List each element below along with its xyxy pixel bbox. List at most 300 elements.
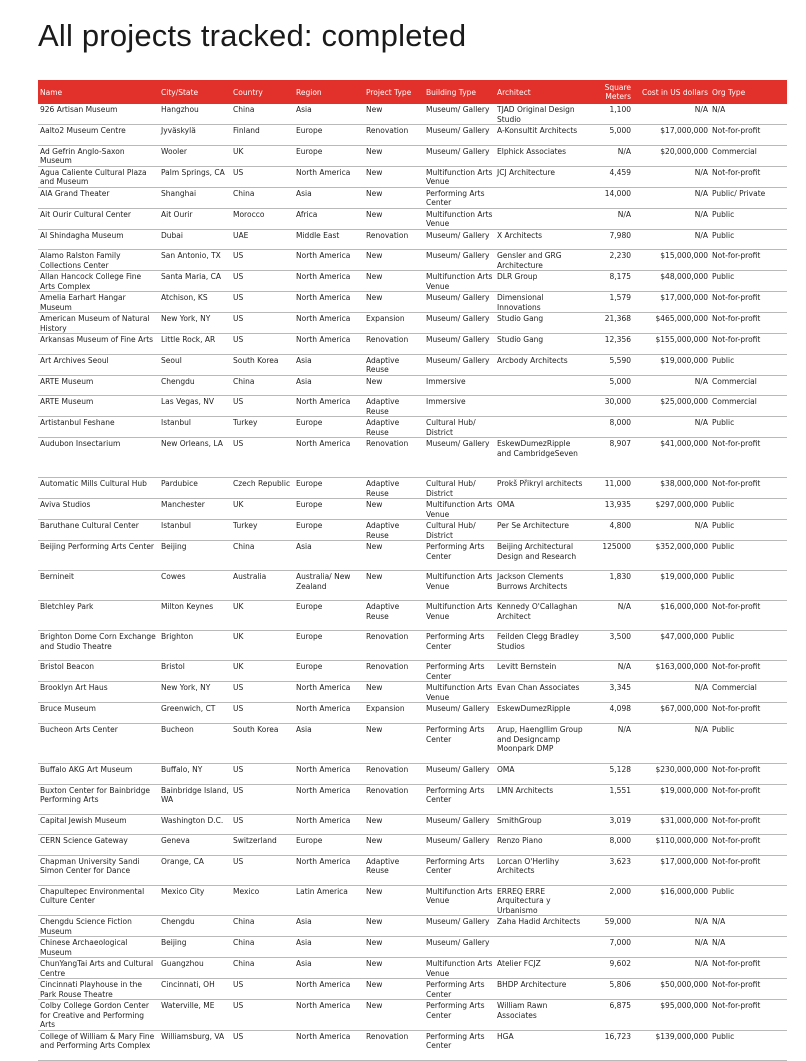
cell-cost: $15,000,000: [633, 250, 710, 271]
cell-building-type: Museum/ Gallery: [424, 125, 495, 146]
cell-org-type: Public: [710, 1030, 787, 1060]
cell-name: ARTE Museum: [38, 396, 159, 417]
cell-cost: $31,000,000: [633, 814, 710, 835]
cell-name: College of William & Mary Fine and Performing Arts Complex: [38, 1030, 159, 1060]
cell-country: US: [231, 1000, 294, 1031]
cell-square-meters: 7,000: [587, 937, 633, 958]
cell-building-type: Museum/ Gallery: [424, 438, 495, 478]
table-row: [38, 1000, 787, 1031]
table-row: [38, 438, 787, 478]
cell-building-type: Performing Arts Center: [424, 661, 495, 682]
cell-project-type: New: [364, 571, 424, 601]
cell-project-type: New: [364, 835, 424, 856]
cell-building-type: Immersive: [424, 375, 495, 396]
cell-architect: OMA: [495, 499, 587, 520]
cell-cost: $17,000,000: [633, 125, 710, 146]
cell-org-type: Not-for-profit: [710, 438, 787, 478]
cell-building-type: Performing Arts Center: [424, 187, 495, 208]
cell-name: Buffalo AKG Art Museum: [38, 764, 159, 785]
column-header-region: Region: [294, 80, 364, 104]
cell-region: North America: [294, 979, 364, 1000]
cell-city-state: San Antonio, TX: [159, 250, 231, 271]
column-header-project-type: Project Type: [364, 80, 424, 104]
cell-cost: N/A: [633, 682, 710, 703]
cell-region: North America: [294, 292, 364, 313]
cell-region: North America: [294, 271, 364, 292]
cell-name: Baruthane Cultural Center: [38, 520, 159, 541]
cell-square-meters: 4,800: [587, 520, 633, 541]
cell-name: Automatic Mills Cultural Hub: [38, 478, 159, 499]
cell-square-meters: 8,000: [587, 835, 633, 856]
cell-org-type: Not-for-profit: [710, 313, 787, 334]
cell-city-state: Buffalo, NY: [159, 764, 231, 785]
cell-city-state: Waterville, ME: [159, 1000, 231, 1031]
cell-project-type: Renovation: [364, 334, 424, 355]
header-row: [38, 80, 787, 104]
cell-org-type: Not-for-profit: [710, 835, 787, 856]
cell-project-type: New: [364, 682, 424, 703]
cell-country: US: [231, 764, 294, 785]
cell-name: Bernineit: [38, 571, 159, 601]
cell-project-type: New: [364, 145, 424, 166]
cell-square-meters: 7,980: [587, 229, 633, 250]
table-row: [38, 313, 787, 334]
cell-name: Audubon Insectarium: [38, 438, 159, 478]
cell-org-type: Not-for-profit: [710, 703, 787, 724]
cell-architect: JCJ Architecture: [495, 166, 587, 187]
cell-building-type: Museum/ Gallery: [424, 334, 495, 355]
cell-country: US: [231, 334, 294, 355]
cell-country: UK: [231, 145, 294, 166]
column-header-architect: Architect: [495, 80, 587, 104]
cell-region: Europe: [294, 499, 364, 520]
cell-region: North America: [294, 1000, 364, 1031]
cell-square-meters: 3,345: [587, 682, 633, 703]
cell-city-state: Orange, CA: [159, 855, 231, 885]
cell-org-type: Not-for-profit: [710, 814, 787, 835]
cell-building-type: Multifunction Arts Venue: [424, 166, 495, 187]
cell-name: ARTE Museum: [38, 375, 159, 396]
cell-square-meters: N/A: [587, 661, 633, 682]
cell-org-type: Public: [710, 354, 787, 375]
cell-cost: $465,000,000: [633, 313, 710, 334]
cell-building-type: Museum/ Gallery: [424, 104, 495, 125]
cell-square-meters: 12,356: [587, 334, 633, 355]
table-row: [38, 166, 787, 187]
cell-cost: $19,000,000: [633, 784, 710, 814]
cell-cost: $19,000,000: [633, 571, 710, 601]
cell-cost: N/A: [633, 958, 710, 979]
cell-architect: Studio Gang: [495, 313, 587, 334]
table-row: [38, 764, 787, 785]
cell-square-meters: 14,000: [587, 187, 633, 208]
cell-country: UAE: [231, 229, 294, 250]
cell-org-type: Not-for-profit: [710, 250, 787, 271]
cell-building-type: Museum/ Gallery: [424, 313, 495, 334]
cell-square-meters: N/A: [587, 601, 633, 631]
cell-country: Mexico: [231, 885, 294, 916]
cell-architect: [495, 417, 587, 438]
cell-name: Aviva Studios: [38, 499, 159, 520]
cell-region: North America: [294, 250, 364, 271]
cell-name: Alamo Ralston Family Collections Center: [38, 250, 159, 271]
cell-square-meters: 21,368: [587, 313, 633, 334]
cell-city-state: New Orleans, LA: [159, 438, 231, 478]
cell-name: Brighton Dome Corn Exchange and Studio Theatre: [38, 631, 159, 661]
cell-org-type: Not-for-profit: [710, 1000, 787, 1031]
cell-architect: Studio Gang: [495, 334, 587, 355]
cell-architect: X Architects: [495, 229, 587, 250]
cell-org-type: N/A: [710, 937, 787, 958]
column-header-city-state: City/State: [159, 80, 231, 104]
cell-cost: N/A: [633, 104, 710, 125]
cell-region: Asia: [294, 937, 364, 958]
cell-region: Europe: [294, 145, 364, 166]
cell-building-type: Performing Arts Center: [424, 979, 495, 1000]
cell-name: ChunYangTai Arts and Cultural Centre: [38, 958, 159, 979]
cell-region: Asia: [294, 724, 364, 764]
table-row: [38, 682, 787, 703]
column-header-org-type: Org Type: [710, 80, 787, 104]
cell-name: Bletchley Park: [38, 601, 159, 631]
cell-country: US: [231, 271, 294, 292]
cell-org-type: Public: [710, 885, 787, 916]
cell-building-type: Performing Arts Center: [424, 855, 495, 885]
cell-cost: $155,000,000: [633, 334, 710, 355]
column-header-building-type: Building Type: [424, 80, 495, 104]
cell-city-state: Atchison, KS: [159, 292, 231, 313]
cell-country: US: [231, 313, 294, 334]
cell-square-meters: 13,935: [587, 499, 633, 520]
cell-city-state: Little Rock, AR: [159, 334, 231, 355]
cell-region: North America: [294, 1030, 364, 1060]
cell-org-type: Public: [710, 499, 787, 520]
cell-cost: $47,000,000: [633, 631, 710, 661]
cell-building-type: Multifunction Arts Venue: [424, 601, 495, 631]
table-row: [38, 835, 787, 856]
cell-square-meters: 5,000: [587, 125, 633, 146]
cell-project-type: Renovation: [364, 764, 424, 785]
cell-city-state: Pardubice: [159, 478, 231, 499]
cell-building-type: Multifunction Arts Venue: [424, 499, 495, 520]
cell-architect: Per Se Architecture: [495, 520, 587, 541]
cell-city-state: Chengdu: [159, 375, 231, 396]
cell-square-meters: 5,590: [587, 354, 633, 375]
cell-org-type: N/A: [710, 916, 787, 937]
cell-name: Chapman University Sandi Simon Center for Dance: [38, 855, 159, 885]
cell-city-state: Mexico City: [159, 885, 231, 916]
table-row: [38, 601, 787, 631]
table-row: [38, 979, 787, 1000]
cell-building-type: Museum/ Gallery: [424, 814, 495, 835]
cell-architect: LMN Architects: [495, 784, 587, 814]
cell-architect: Elphick Associates: [495, 145, 587, 166]
cell-name: Amelia Earhart Hangar Museum: [38, 292, 159, 313]
cell-cost: $50,000,000: [633, 979, 710, 1000]
cell-region: North America: [294, 334, 364, 355]
cell-cost: $67,000,000: [633, 703, 710, 724]
projects-table: [38, 80, 787, 1061]
cell-square-meters: 4,098: [587, 703, 633, 724]
cell-architect: EskewDumezRipple: [495, 703, 587, 724]
table-row: [38, 417, 787, 438]
cell-city-state: Bristol: [159, 661, 231, 682]
cell-city-state: New York, NY: [159, 313, 231, 334]
cell-cost: $17,000,000: [633, 855, 710, 885]
cell-architect: TJAD Original Design Studio: [495, 104, 587, 125]
cell-name: Buxton Center for Bainbridge Performing Arts: [38, 784, 159, 814]
cell-org-type: Not-for-profit: [710, 979, 787, 1000]
cell-city-state: Bucheon: [159, 724, 231, 764]
cell-city-state: Manchester: [159, 499, 231, 520]
cell-name: Agua Caliente Cultural Plaza and Museum: [38, 166, 159, 187]
table-row: [38, 661, 787, 682]
cell-architect: Evan Chan Associates: [495, 682, 587, 703]
column-header-square-meters: Square Meters: [587, 80, 633, 104]
cell-region: North America: [294, 166, 364, 187]
cell-project-type: New: [364, 1000, 424, 1031]
cell-region: North America: [294, 313, 364, 334]
cell-cost: $25,000,000: [633, 396, 710, 417]
cell-square-meters: 5,128: [587, 764, 633, 785]
cell-country: US: [231, 166, 294, 187]
cell-city-state: Bainbridge Island, WA: [159, 784, 231, 814]
cell-org-type: Commercial: [710, 396, 787, 417]
table-row: [38, 250, 787, 271]
cell-region: Europe: [294, 125, 364, 146]
cell-name: Ad Gefrin Anglo-Saxon Museum: [38, 145, 159, 166]
cell-city-state: Brighton: [159, 631, 231, 661]
cell-project-type: Renovation: [364, 229, 424, 250]
cell-city-state: Ait Ourir: [159, 208, 231, 229]
cell-building-type: Museum/ Gallery: [424, 937, 495, 958]
cell-cost: $20,000,000: [633, 145, 710, 166]
cell-project-type: New: [364, 208, 424, 229]
cell-cost: $17,000,000: [633, 292, 710, 313]
cell-region: Asia: [294, 541, 364, 571]
cell-name: AIA Grand Theater: [38, 187, 159, 208]
cell-building-type: Performing Arts Center: [424, 1000, 495, 1031]
cell-building-type: Museum/ Gallery: [424, 250, 495, 271]
cell-cost: $297,000,000: [633, 499, 710, 520]
cell-architect: [495, 187, 587, 208]
cell-country: US: [231, 396, 294, 417]
cell-building-type: Immersive: [424, 396, 495, 417]
cell-org-type: Public: [710, 724, 787, 764]
cell-cost: $16,000,000: [633, 885, 710, 916]
cell-region: North America: [294, 682, 364, 703]
cell-city-state: Las Vegas, NV: [159, 396, 231, 417]
cell-city-state: Guangzhou: [159, 958, 231, 979]
cell-org-type: Not-for-profit: [710, 292, 787, 313]
cell-architect: Jackson Clements Burrows Architects: [495, 571, 587, 601]
cell-region: North America: [294, 396, 364, 417]
cell-project-type: New: [364, 958, 424, 979]
cell-cost: N/A: [633, 520, 710, 541]
cell-region: North America: [294, 814, 364, 835]
cell-architect: Dimensional Innovations: [495, 292, 587, 313]
table-row: [38, 478, 787, 499]
cell-country: China: [231, 958, 294, 979]
cell-square-meters: 3,019: [587, 814, 633, 835]
cell-org-type: Public: [710, 417, 787, 438]
cell-square-meters: N/A: [587, 724, 633, 764]
cell-architect: [495, 396, 587, 417]
cell-city-state: Wooler: [159, 145, 231, 166]
cell-project-type: New: [364, 724, 424, 764]
cell-project-type: Renovation: [364, 631, 424, 661]
cell-name: CERN Science Gateway: [38, 835, 159, 856]
cell-region: Europe: [294, 601, 364, 631]
cell-project-type: New: [364, 250, 424, 271]
cell-project-type: Adaptive Reuse: [364, 855, 424, 885]
cell-architect: William Rawn Associates: [495, 1000, 587, 1031]
cell-architect: Gensler and GRG Architecture: [495, 250, 587, 271]
cell-city-state: Greenwich, CT: [159, 703, 231, 724]
cell-building-type: Performing Arts Center: [424, 541, 495, 571]
cell-org-type: Public/ Private: [710, 187, 787, 208]
cell-region: North America: [294, 855, 364, 885]
cell-project-type: Expansion: [364, 703, 424, 724]
cell-region: Asia: [294, 958, 364, 979]
cell-project-type: Adaptive Reuse: [364, 354, 424, 375]
cell-architect: Beijing Architectural Design and Research: [495, 541, 587, 571]
cell-project-type: New: [364, 541, 424, 571]
cell-country: US: [231, 814, 294, 835]
cell-name: Art Archives Seoul: [38, 354, 159, 375]
cell-square-meters: 1,830: [587, 571, 633, 601]
cell-architect: ERREQ ERRE Arquitectura y Urbanismo: [495, 885, 587, 916]
table-row: [38, 885, 787, 916]
cell-country: US: [231, 292, 294, 313]
cell-cost: $139,000,000: [633, 1030, 710, 1060]
cell-project-type: New: [364, 885, 424, 916]
cell-cost: N/A: [633, 937, 710, 958]
cell-building-type: Museum/ Gallery: [424, 229, 495, 250]
cell-name: Brooklyn Art Haus: [38, 682, 159, 703]
cell-country: US: [231, 1030, 294, 1060]
cell-architect: Arcbody Architects: [495, 354, 587, 375]
cell-country: China: [231, 375, 294, 396]
cell-project-type: Renovation: [364, 125, 424, 146]
cell-cost: $110,000,000: [633, 835, 710, 856]
cell-name: Cincinnati Playhouse in the Park Rouse Theatre: [38, 979, 159, 1000]
cell-city-state: Chengdu: [159, 916, 231, 937]
cell-architect: SmithGroup: [495, 814, 587, 835]
cell-square-meters: 8,175: [587, 271, 633, 292]
table-row: [38, 187, 787, 208]
cell-building-type: Multifunction Arts Venue: [424, 682, 495, 703]
cell-city-state: Istanbul: [159, 417, 231, 438]
table-row: [38, 916, 787, 937]
cell-name: American Museum of Natural History: [38, 313, 159, 334]
cell-country: Finland: [231, 125, 294, 146]
cell-region: Australia/ New Zealand: [294, 571, 364, 601]
table-row: [38, 104, 787, 125]
cell-square-meters: 2,230: [587, 250, 633, 271]
cell-cost: $95,000,000: [633, 1000, 710, 1031]
column-header-name: Name: [38, 80, 159, 104]
cell-project-type: Renovation: [364, 438, 424, 478]
table-row: [38, 499, 787, 520]
cell-region: Asia: [294, 354, 364, 375]
cell-building-type: Cultural Hub/ District: [424, 478, 495, 499]
cell-square-meters: 125000: [587, 541, 633, 571]
cell-project-type: New: [364, 979, 424, 1000]
cell-city-state: Beijing: [159, 937, 231, 958]
cell-org-type: Public: [710, 271, 787, 292]
table-row: [38, 958, 787, 979]
cell-country: UK: [231, 601, 294, 631]
cell-org-type: Public: [710, 541, 787, 571]
cell-building-type: Multifunction Arts Venue: [424, 958, 495, 979]
cell-project-type: New: [364, 937, 424, 958]
cell-square-meters: 1,551: [587, 784, 633, 814]
cell-project-type: New: [364, 814, 424, 835]
cell-name: Colby College Gordon Center for Creative and Performing Arts: [38, 1000, 159, 1031]
cell-square-meters: 2,000: [587, 885, 633, 916]
cell-city-state: Geneva: [159, 835, 231, 856]
cell-project-type: New: [364, 916, 424, 937]
cell-square-meters: 30,000: [587, 396, 633, 417]
cell-city-state: New York, NY: [159, 682, 231, 703]
cell-cost: N/A: [633, 187, 710, 208]
cell-project-type: Adaptive Reuse: [364, 478, 424, 499]
cell-cost: N/A: [633, 724, 710, 764]
cell-region: Middle East: [294, 229, 364, 250]
page-title: All projects tracked: completed: [38, 18, 467, 53]
table-row: [38, 541, 787, 571]
cell-building-type: Museum/ Gallery: [424, 292, 495, 313]
cell-country: China: [231, 541, 294, 571]
cell-city-state: Beijing: [159, 541, 231, 571]
cell-org-type: Not-for-profit: [710, 661, 787, 682]
cell-square-meters: 9,602: [587, 958, 633, 979]
cell-cost: $352,000,000: [633, 541, 710, 571]
cell-region: North America: [294, 438, 364, 478]
cell-architect: HGA: [495, 1030, 587, 1060]
table-row: [38, 125, 787, 146]
cell-building-type: Cultural Hub/ District: [424, 417, 495, 438]
cell-region: Europe: [294, 417, 364, 438]
cell-city-state: Milton Keynes: [159, 601, 231, 631]
cell-cost: $19,000,000: [633, 354, 710, 375]
cell-name: Chapultepec Environmental Culture Center: [38, 885, 159, 916]
table-row: [38, 145, 787, 166]
cell-org-type: Not-for-profit: [710, 958, 787, 979]
cell-region: Africa: [294, 208, 364, 229]
cell-country: China: [231, 916, 294, 937]
cell-project-type: New: [364, 166, 424, 187]
cell-country: US: [231, 682, 294, 703]
cell-building-type: Multifunction Arts Venue: [424, 571, 495, 601]
cell-project-type: Expansion: [364, 313, 424, 334]
cell-cost: N/A: [633, 375, 710, 396]
cell-org-type: Public: [710, 208, 787, 229]
cell-country: UK: [231, 499, 294, 520]
cell-cost: N/A: [633, 916, 710, 937]
cell-square-meters: N/A: [587, 208, 633, 229]
cell-region: Asia: [294, 187, 364, 208]
cell-country: China: [231, 187, 294, 208]
cell-region: Asia: [294, 375, 364, 396]
cell-org-type: Not-for-profit: [710, 334, 787, 355]
cell-country: US: [231, 250, 294, 271]
cell-building-type: Performing Arts Center: [424, 724, 495, 764]
cell-building-type: Multifunction Arts Venue: [424, 271, 495, 292]
table-row: [38, 396, 787, 417]
cell-org-type: Public: [710, 229, 787, 250]
